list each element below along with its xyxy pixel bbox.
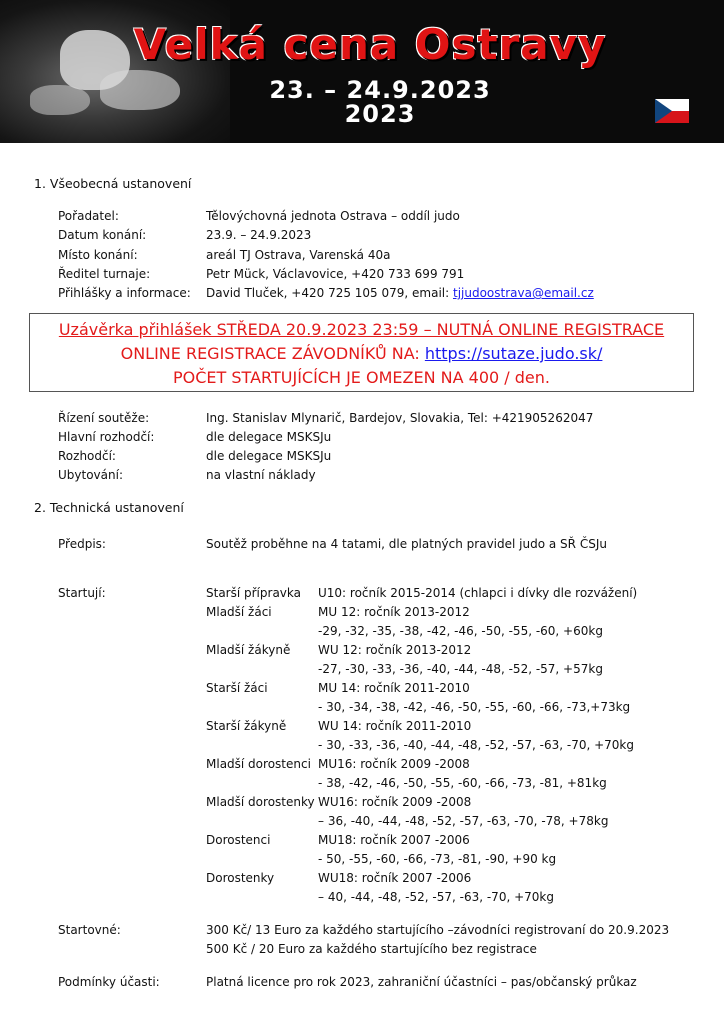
row-label: Přihlášky a informace:	[58, 286, 191, 300]
row-value: Petr Mück, Václavovice, +420 733 699 791	[206, 267, 465, 281]
row-label: Startovné:	[58, 923, 121, 937]
category-name: Mladší dorostenky	[206, 795, 315, 809]
deadline-line: Uzávěrka přihlášek STŘEDA 20.9.2023 23:59 – NUTNÁ ONLINE REGISTRACE	[58, 320, 665, 339]
czech-flag-icon	[655, 99, 689, 123]
row-value: Tělovýchovná jednota Ostrava – oddíl judo	[206, 209, 460, 223]
row-label: Místo konání:	[58, 248, 138, 262]
category-name: Starší žákyně	[206, 719, 287, 733]
category-name: Dorostenci	[206, 833, 271, 847]
online-registration-line	[30, 342, 693, 366]
category-weights: – 40, -44, -48, -52, -57, -63, -70, +70kg	[318, 890, 554, 904]
category-weights: -27, -30, -33, -36, -40, -44, -48, -52, -57, +57kg	[318, 662, 603, 676]
category-name: Starší žáci	[206, 681, 268, 695]
event-dates	[200, 78, 560, 126]
category-weights: - 30, -33, -36, -40, -44, -48, -52, -57, -63, -70, +70kg	[318, 738, 634, 752]
category-year: WU16: ročník 2009 -2008	[318, 795, 472, 809]
row-value: Ing. Stanislav Mlynarič, Bardejov, Slovakia, Tel: +421905262047	[206, 411, 594, 425]
category-name: Mladší žáci	[206, 605, 272, 619]
event-date-range: 23. – 24.9.2023	[269, 76, 491, 104]
category-weights: -29, -32, -35, -38, -42, -46, -50, -55, -60, +60kg	[318, 624, 603, 638]
category-year: WU18: ročník 2007 -2006	[318, 871, 472, 885]
category-year: U10: ročník 2015-2014 (chlapci i dívky dle rozvážení)	[318, 586, 638, 600]
category-year: MU 14: ročník 2011-2010	[318, 681, 470, 695]
online-registration-text: ONLINE REGISTRACE ZÁVODNÍKŮ NA:	[120, 344, 425, 363]
row-value: dle delegace MSKSJu	[206, 430, 332, 444]
row-label: Pořadatel:	[58, 209, 119, 223]
contact-text: David Tluček, +420 725 105 079, email:	[206, 286, 453, 300]
row-value: areál TJ Ostrava, Varenská 40a	[206, 248, 391, 262]
row-label: Hlavní rozhodčí:	[58, 430, 155, 444]
category-weights: - 50, -55, -60, -66, -73, -81, -90, +90 kg	[318, 852, 557, 866]
email-link[interactable]: tjjudoostrava@email.cz	[452, 286, 594, 300]
header-banner	[0, 0, 724, 143]
row-label: Řízení soutěže:	[58, 411, 150, 425]
row-value: dle delegace MSKSJu	[206, 449, 332, 463]
row-label: Ředitel turnaje:	[58, 267, 151, 281]
registration-link[interactable]: https://sutaze.judo.sk/	[424, 344, 603, 363]
event-year: 2023	[344, 100, 416, 128]
category-name: Mladší žákyně	[206, 643, 291, 657]
category-year: WU 14: ročník 2011-2010	[318, 719, 472, 733]
section-2-heading: 2. Technická ustanovení	[34, 500, 184, 515]
category-weights: - 30, -34, -38, -42, -46, -50, -55, -60, -66, -73,+73kg	[318, 700, 631, 714]
capacity-line: POČET STARTUJÍCÍCH JE OMEZEN NA 400 / den.	[173, 368, 550, 387]
category-year: MU16: ročník 2009 -2008	[318, 757, 470, 771]
category-year: MU18: ročník 2007 -2006	[318, 833, 470, 847]
row-value: 500 Kč / 20 Euro za každého startujícího bez registrace	[206, 942, 537, 956]
section-1-heading: 1. Všeobecná ustanovení	[34, 176, 192, 191]
row-value: Platná licence pro rok 2023, zahraniční účastníci – pas/občanský průkaz	[206, 975, 637, 989]
deadline-text	[30, 318, 693, 342]
row-label: Ubytování:	[58, 468, 123, 482]
row-value: na vlastní náklady	[206, 468, 316, 482]
row-value: 23.9. – 24.9.2023	[206, 228, 312, 242]
row-value: Soutěž proběhne na 4 tatami, dle platných pravidel judo a SŘ ČSJu	[206, 537, 607, 551]
category-year: WU 12: ročník 2013-2012	[318, 643, 472, 657]
event-title: Velká cena Ostravy	[133, 20, 607, 69]
category-name: Dorostenky	[206, 871, 275, 885]
row-label: Startují:	[58, 586, 106, 600]
row-value	[206, 284, 594, 302]
registration-notice-box	[29, 313, 694, 392]
category-name: Starší přípravka	[206, 586, 301, 600]
row-label: Podmínky účasti:	[58, 975, 160, 989]
row-label: Datum konání:	[58, 228, 147, 242]
row-label: Rozhodčí:	[58, 449, 116, 463]
category-year: MU 12: ročník 2013-2012	[318, 605, 470, 619]
row-value: 300 Kč/ 13 Euro za každého startujícího –závodníci registrovaní do 20.9.2023	[206, 923, 670, 937]
category-weights: – 36, -40, -44, -48, -52, -57, -63, -70, -78, +78kg	[318, 814, 609, 828]
category-weights: - 38, -42, -46, -50, -55, -60, -66, -73, -81, +81kg	[318, 776, 607, 790]
row-label: Předpis:	[58, 537, 106, 551]
category-name: Mladší dorostenci	[206, 757, 311, 771]
